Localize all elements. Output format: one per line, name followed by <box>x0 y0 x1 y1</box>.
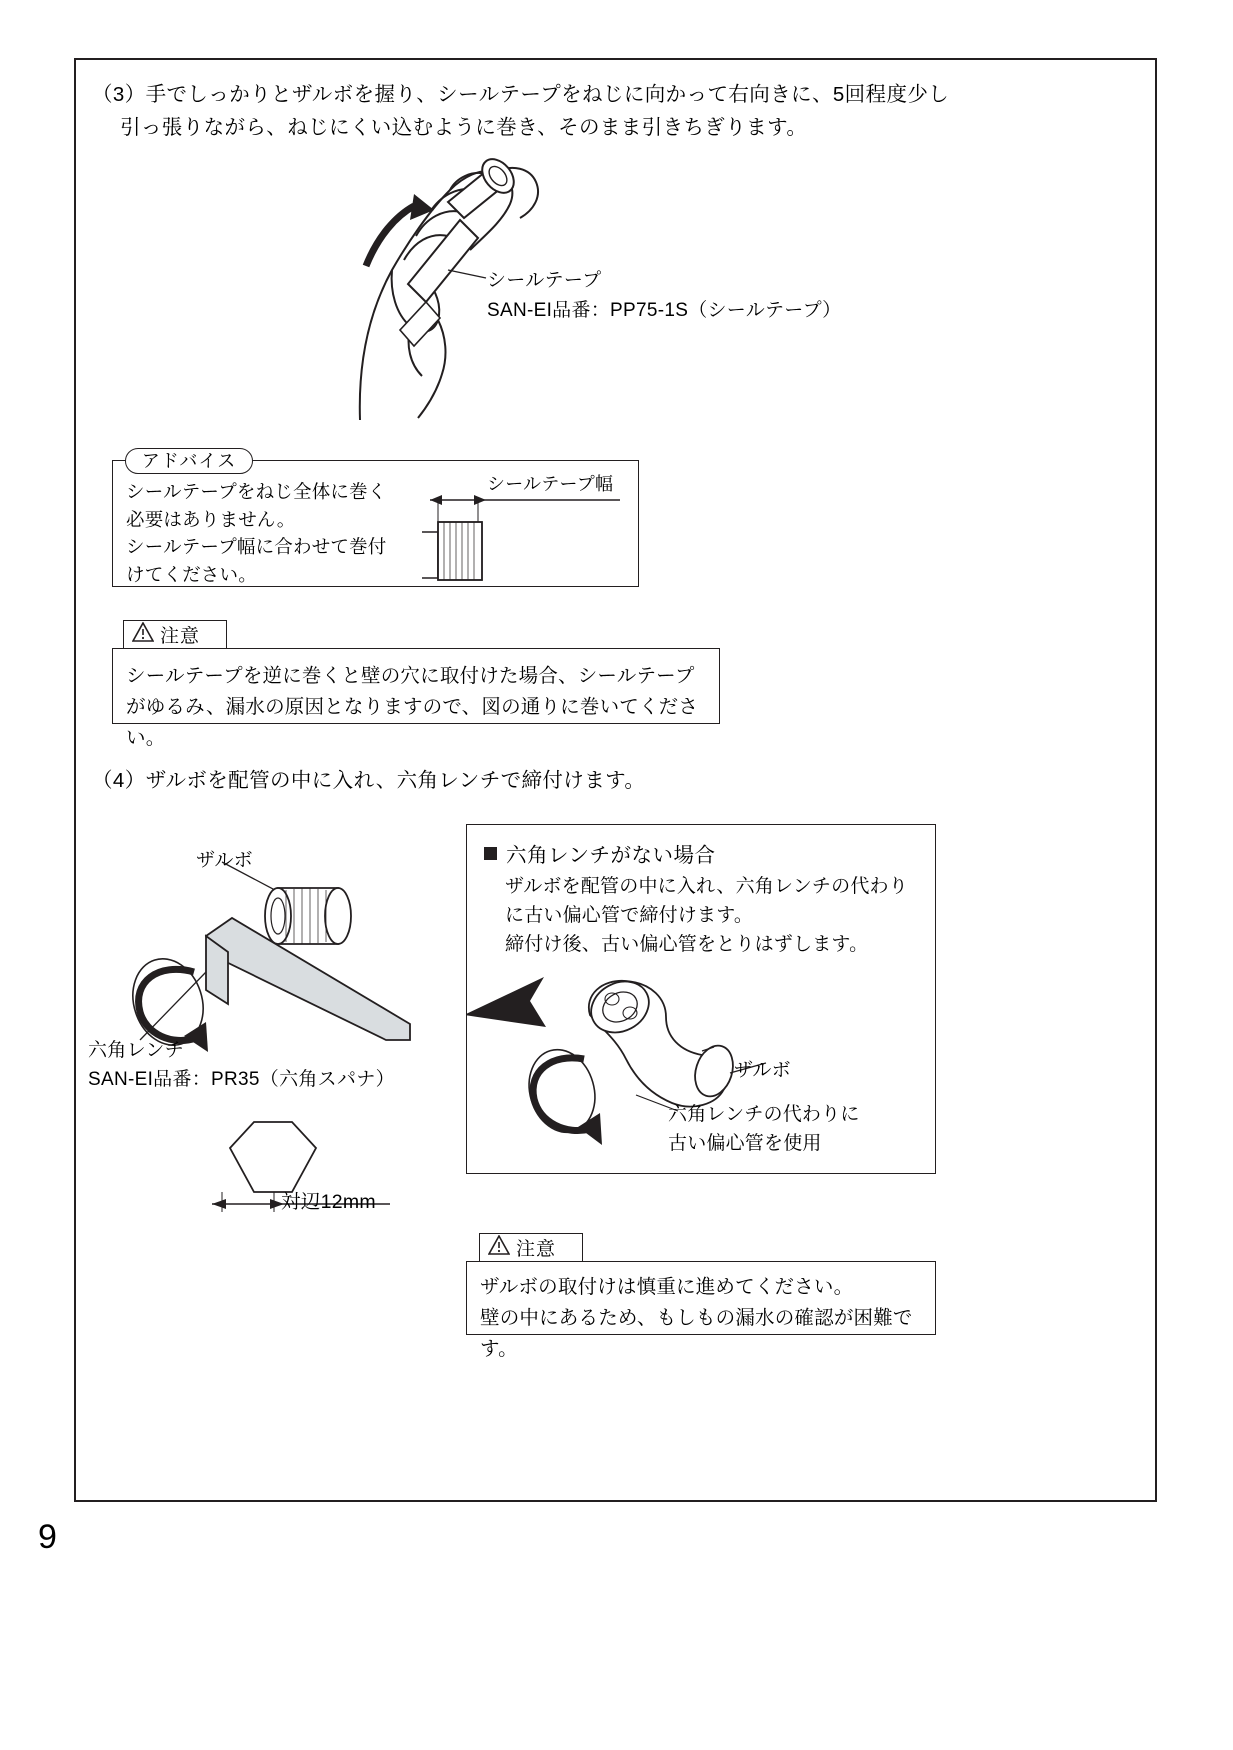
no-wrench-text <box>505 872 925 959</box>
hex-wrench-label-line1: 六角レンチ <box>88 1040 185 1061</box>
caution1-tab-label: 注意 <box>160 626 201 647</box>
caution1-tab <box>123 620 227 649</box>
caution2-tab-label: 注意 <box>516 1239 557 1260</box>
sealtape-callout-line1: シールテープ <box>487 270 602 291</box>
sealtape-callout <box>487 266 841 326</box>
sealtape-width-label: シールテープ幅 <box>487 474 614 494</box>
caution1-line2: がゆるみ、漏水の原因となりますので、図の通りに巻いてください。 <box>126 696 699 749</box>
advice-line3: シールテープ幅に合わせて巻付 <box>126 536 387 557</box>
page-number: 9 <box>38 1518 58 1556</box>
hex-wrench-label-line2: SAN-EI品番：PR35（六角スパナ） <box>88 1069 395 1090</box>
warning-triangle-icon <box>488 1235 510 1260</box>
no-wrench-note-line1: 六角レンチの代わりに <box>668 1104 860 1125</box>
step3-line2: 引っ張りながら、ねじにくい込むように巻き、そのまま引きちぎります。 <box>120 116 808 139</box>
caution2-text <box>480 1272 940 1365</box>
advice-line4: けてください。 <box>126 563 257 585</box>
no-wrench-title <box>484 838 716 868</box>
caution1-line1: シールテープを逆に巻くと壁の穴に取付けた場合、シールテープ <box>126 665 695 687</box>
caution1-text <box>126 661 716 754</box>
no-wrench-note-line2: 古い偏心管を使用 <box>668 1133 822 1154</box>
sealtape-width-figure <box>420 478 630 583</box>
no-wrench-figure-note <box>668 1100 860 1158</box>
step3-line1: （3）手でしっかりとザルボを握り、シールテープをねじに向かって右向きに、5回程度少し <box>92 83 950 106</box>
warning-triangle-icon <box>132 622 154 647</box>
caution2-tab <box>479 1233 583 1262</box>
no-wrench-zarubo-label: ザルボ <box>734 1060 791 1081</box>
no-wrench-line2: に古い偏心管で締付けます。 <box>505 905 754 926</box>
hex-wrench-label <box>88 1036 395 1094</box>
advice-tab <box>125 448 253 474</box>
hex-wrench-illustration <box>110 840 460 1140</box>
hex-dimension-label: 対辺12mm <box>281 1191 376 1213</box>
advice-tab-label: アドバイス <box>141 451 237 471</box>
caution2-line1: ザルボの取付けは慎重に進めてください。 <box>480 1276 854 1298</box>
caution2-line2: 壁の中にあるため、もしもの漏水の確認が困難です。 <box>480 1307 913 1360</box>
sealtape-callout-line2: SAN-EI品番：PP75-1S（シールテープ） <box>487 300 842 321</box>
advice-text <box>126 478 426 588</box>
no-wrench-line1: ザルボを配管の中に入れ、六角レンチの代わり <box>505 876 908 897</box>
step4-instruction: （4）ザルボを配管の中に入れ、六角レンチで締付けます。 <box>92 769 646 792</box>
zarubo-label: ザルボ <box>196 850 253 871</box>
no-wrench-title-text: 六角レンチがない場合 <box>506 844 716 867</box>
advice-line1: シールテープをねじ全体に巻く <box>126 481 387 502</box>
advice-line2: 必要はありません。 <box>126 508 296 530</box>
bullet-square-icon <box>484 847 497 860</box>
step3-instruction <box>92 78 1032 144</box>
no-wrench-line3: 締付け後、古い偏心管をとりはずします。 <box>505 934 869 955</box>
